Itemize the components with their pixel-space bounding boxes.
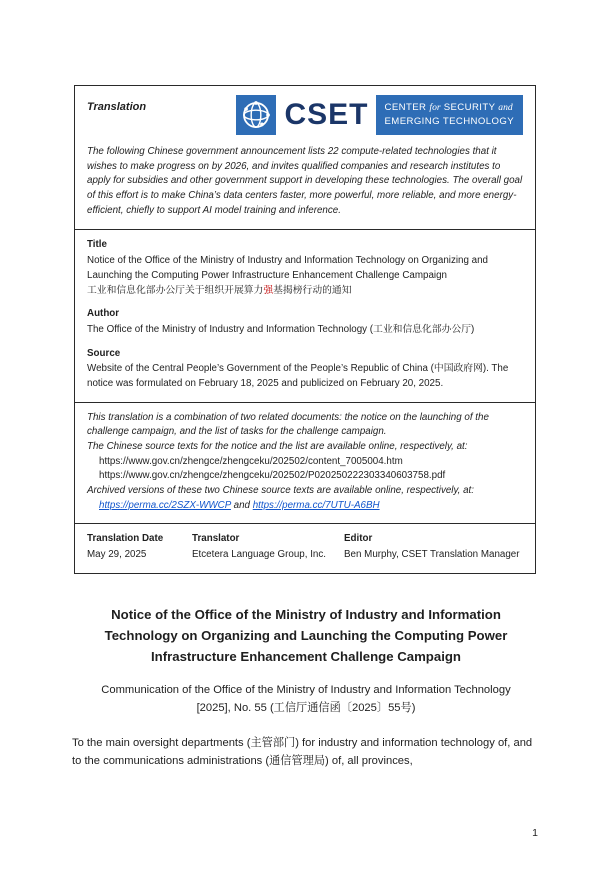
archive-links-line bbox=[87, 499, 523, 514]
source-url-2: https://www.gov.cn/zhengce/zhengceku/202502/P020250222303340603758.pdf bbox=[99, 470, 446, 482]
banner-word-center: CENTER bbox=[384, 102, 430, 114]
title-chinese-highlight: 强 bbox=[263, 284, 274, 296]
author-text: The Office of the Ministry of Industry and Information Technology (工业和信息化部办公厅) bbox=[87, 323, 475, 335]
globe-network-icon bbox=[236, 95, 276, 135]
author-group bbox=[87, 307, 523, 337]
cset-logo bbox=[236, 95, 523, 135]
cset-banner-line1 bbox=[385, 101, 515, 115]
links-section bbox=[75, 402, 535, 524]
editor-label: Editor bbox=[344, 533, 373, 545]
translation-meta-row bbox=[75, 523, 535, 572]
document-body-paragraph: To the main oversight departments (主管部门) for industry and information technology of, and to the communications administrations (通信管理局) of, all provinces, bbox=[72, 736, 533, 768]
page-number: 1 bbox=[532, 827, 538, 839]
source-text: Website of the Central People’s Government of the People’s Republic of China (中国政府网). The notice was formulated on February 18, 2025 and publicized on February 20, 2025. bbox=[87, 363, 509, 389]
author-label: Author bbox=[87, 308, 120, 320]
page-content bbox=[72, 85, 540, 771]
archive-links-separator: and bbox=[230, 499, 253, 511]
translation-date-value: May 29, 2025 bbox=[87, 549, 147, 561]
perma-link-1[interactable]: https://perma.cc/2SZX-WWCP bbox=[99, 499, 231, 511]
banner-word-for: for bbox=[429, 102, 441, 114]
links-archive-line: Archived versions of these two Chinese source texts are available online, respectively, at: bbox=[87, 485, 474, 497]
cset-banner-line2: EMERGING TECHNOLOGY bbox=[384, 116, 514, 127]
editor-value: Ben Murphy, CSET Translation Manager bbox=[344, 549, 520, 561]
cset-acronym: CSET bbox=[284, 98, 369, 131]
links-source-line: The Chinese source texts for the notice and the list are available online, respectively, at: bbox=[87, 441, 468, 452]
links-intro: This translation is a combination of two related documents: the notice on the launching of the challenge campaign, and the list of tasks for the challenge campaign. bbox=[87, 411, 489, 438]
title-group bbox=[87, 238, 523, 298]
translation-box bbox=[74, 85, 536, 574]
banner-word-and: and bbox=[498, 102, 513, 114]
document-title: Notice of the Office of the Ministry of Industry and Information Technology on Organizing and Launching the Computing Power Infrastructure Enhancement Challenge Campaign bbox=[104, 606, 508, 665]
perma-link-2[interactable]: https://perma.cc/7UTU-A6BH bbox=[252, 499, 380, 511]
editor-column bbox=[344, 532, 523, 562]
title-chinese bbox=[87, 284, 523, 299]
bibliographic-section bbox=[75, 229, 535, 401]
translator-column bbox=[192, 532, 344, 562]
source-url-1: https://www.gov.cn/zhengce/zhengceku/202502/content_7005004.htm bbox=[99, 455, 403, 467]
translation-box-header bbox=[75, 86, 535, 137]
source-group bbox=[87, 347, 523, 392]
translator-label: Translator bbox=[192, 533, 240, 545]
translation-date-label: Translation Date bbox=[87, 533, 164, 545]
translation-date-column bbox=[87, 532, 192, 562]
title-english: Notice of the Office of the Ministry of Industry and Information Technology on Organizing and Launching the Computing Power Infrastructure Enhancement Challenge Campaign bbox=[87, 255, 488, 281]
title-chinese-post: 基揭榜行动的通知 bbox=[273, 284, 352, 296]
source-label: Source bbox=[87, 347, 121, 359]
title-chinese-pre: 工业和信息化部办公厅关于组织开展算力 bbox=[87, 284, 264, 296]
title-label: Title bbox=[87, 239, 107, 251]
cset-banner bbox=[376, 95, 524, 135]
document-number-line: Communication of the Office of the Ministry of Industry and Information Technology [2025], No. 55 (工信厅通信函〔2025〕55号) bbox=[101, 684, 511, 714]
translation-summary: The following Chinese government announcement lists 22 compute-related technologies that it wishes to make progress on by 2026, and invites qualified companies and research institutes to apply for subsidies and other government support in developing these technologies. The overall goal of this effort is to make China’s data centers faster, more powerful, more reliable, and more energy-efficient, chiefly to support AI model training and inference. bbox=[87, 146, 523, 216]
translation-label: Translation bbox=[87, 101, 147, 113]
translator-value: Etcetera Language Group, Inc. bbox=[192, 549, 326, 561]
banner-word-security: SECURITY bbox=[440, 102, 499, 114]
